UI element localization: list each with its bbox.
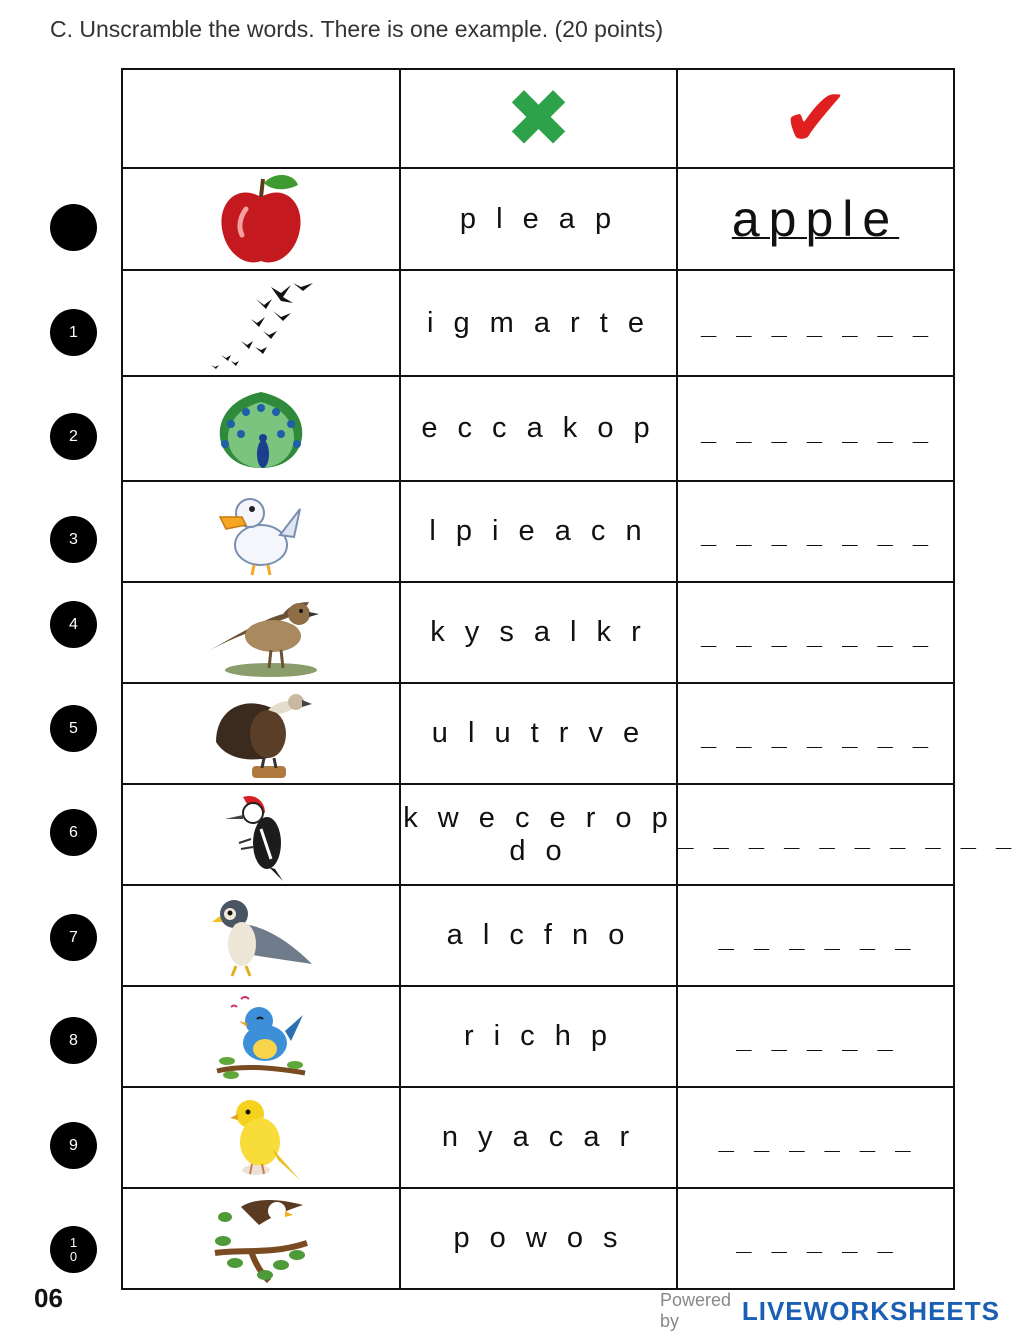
- item-picture-cell: [122, 1087, 400, 1188]
- example-picture-cell: [122, 168, 400, 270]
- item-row-9: [122, 1087, 954, 1188]
- item-number-badge: 3: [50, 516, 97, 563]
- item-row-1: [122, 270, 954, 376]
- peacock-icon: [201, 384, 321, 474]
- answer-blanks[interactable]: _ _ _ _ _ _ _: [700, 308, 931, 338]
- answer-cell[interactable]: [677, 376, 954, 481]
- example-scrambled-word: p l e a p: [459, 202, 618, 235]
- item-number-badge: 8: [50, 1017, 97, 1064]
- scrambled-word: p o w o s: [453, 1222, 624, 1254]
- item-picture-cell: [122, 784, 400, 885]
- worksheet-table: [121, 68, 1013, 1290]
- answer-blanks[interactable]: _ _ _ _ _ _ _: [700, 617, 931, 648]
- item-number-badge: 9: [50, 1122, 97, 1169]
- scrambled-word: u l u t r v e: [431, 717, 646, 749]
- liveworksheets-logo: LIVEWORKSHEETS: [741, 1295, 1000, 1326]
- eagle-on-branch-icon: [211, 1193, 311, 1285]
- item-picture-cell: [122, 986, 400, 1087]
- item-number-badge: 1: [50, 309, 97, 356]
- example-scrambled-cell: [400, 168, 677, 270]
- item-number-digit: 1: [69, 1234, 78, 1250]
- example-row: [122, 168, 954, 270]
- example-bullet: [50, 204, 97, 251]
- item-scrambled-cell: [400, 1188, 677, 1289]
- cross-icon: ✖: [504, 71, 573, 165]
- answer-cell[interactable]: [677, 1087, 954, 1188]
- scrambled-word: a l c f n o: [446, 919, 631, 951]
- answer-blanks[interactable]: _ _ _ _ _ _ _: [700, 516, 931, 547]
- item-scrambled-cell: [400, 582, 677, 683]
- scrambled-word: k w e c e r o p d o: [403, 801, 674, 867]
- item-scrambled-cell: [400, 376, 677, 481]
- item-scrambled-cell: [400, 1087, 677, 1188]
- chirping-bird-icon: [211, 991, 311, 1083]
- header-row: [122, 69, 954, 168]
- header-right-cell: [677, 69, 954, 168]
- item-row-4: [122, 582, 954, 683]
- watermark-prefix: Powered by: [660, 1290, 732, 1331]
- answer-blanks[interactable]: _ _ _ _ _: [736, 1021, 895, 1052]
- header-wrong-cell: [400, 69, 677, 168]
- check-icon: ✔: [781, 70, 850, 166]
- answer-cell[interactable]: [677, 784, 1013, 885]
- scrambled-word: k y s a l k r: [430, 616, 647, 648]
- answer-blanks[interactable]: _ _ _ _ _ _ _: [700, 413, 931, 444]
- answer-blanks[interactable]: _ _ _ _ _ _: [718, 1122, 913, 1153]
- migrating-birds-icon: [201, 275, 321, 371]
- apple-icon: [216, 169, 306, 269]
- answer-cell[interactable]: [677, 1188, 954, 1289]
- answer-cell[interactable]: [677, 582, 954, 683]
- canary-icon: [216, 1092, 306, 1184]
- answer-blanks[interactable]: _ _ _ _ _ _ _ _ _ _: [678, 819, 1013, 850]
- item-number-digit: 0: [69, 1248, 78, 1264]
- item-number-badge: 2: [50, 413, 97, 460]
- item-picture-cell: [122, 481, 400, 582]
- item-scrambled-cell: [400, 784, 677, 885]
- answer-cell[interactable]: [677, 885, 954, 986]
- instructions-title: C. Unscramble the words. There is one example. (20 points): [50, 16, 664, 42]
- pelican-icon: [216, 487, 306, 577]
- skylark-icon: [201, 588, 321, 678]
- item-picture-cell: [122, 1188, 400, 1289]
- item-scrambled-cell: [400, 683, 677, 784]
- falcon-icon: [206, 894, 316, 978]
- item-scrambled-cell: [400, 986, 677, 1087]
- item-number-badge: 6: [50, 809, 97, 856]
- item-row-7: [122, 885, 954, 986]
- item-row-3: [122, 481, 954, 582]
- vulture-icon: [206, 688, 316, 780]
- item-picture-cell: [122, 885, 400, 986]
- item-picture-cell: [122, 270, 400, 376]
- answer-cell[interactable]: [677, 481, 954, 582]
- item-picture-cell: [122, 376, 400, 481]
- liveworksheets-watermark: [660, 1290, 1000, 1332]
- item-scrambled-cell: [400, 885, 677, 986]
- scrambled-word: e c c a k o p: [421, 412, 656, 444]
- answer-cell[interactable]: [677, 683, 954, 784]
- answer-cell[interactable]: [677, 986, 954, 1087]
- item-row-2: [122, 376, 954, 481]
- item-row-5: [122, 683, 954, 784]
- item-row-8: [122, 986, 954, 1087]
- item-number-badge: 4: [50, 601, 97, 648]
- item-picture-cell: [122, 683, 400, 784]
- scrambled-word: i g m a r t e: [426, 306, 651, 339]
- answer-cell[interactable]: [677, 270, 954, 376]
- item-row-6: [122, 784, 954, 885]
- woodpecker-icon: [221, 789, 301, 881]
- scrambled-word: n y a c a r: [441, 1121, 636, 1153]
- scrambled-word: r i c h p: [463, 1020, 614, 1052]
- page-number: 06: [34, 1283, 63, 1313]
- item-row-10: [122, 1188, 954, 1289]
- item-picture-cell: [122, 582, 400, 683]
- item-scrambled-cell: [400, 270, 677, 376]
- header-picture-cell: [122, 69, 400, 168]
- item-scrambled-cell: [400, 481, 677, 582]
- scrambled-word: l p i e a c n: [429, 515, 648, 547]
- item-number-badge: 5: [50, 705, 97, 752]
- answer-blanks[interactable]: _ _ _ _ _: [736, 1223, 895, 1254]
- answer-blanks[interactable]: _ _ _ _ _ _ _: [700, 718, 931, 749]
- example-answer: apple: [731, 191, 900, 247]
- item-number-badge: 7: [50, 914, 97, 961]
- item-number-badge: [50, 1226, 97, 1273]
- answer-blanks[interactable]: _ _ _ _ _ _: [718, 920, 913, 951]
- example-answer-cell: [677, 168, 954, 270]
